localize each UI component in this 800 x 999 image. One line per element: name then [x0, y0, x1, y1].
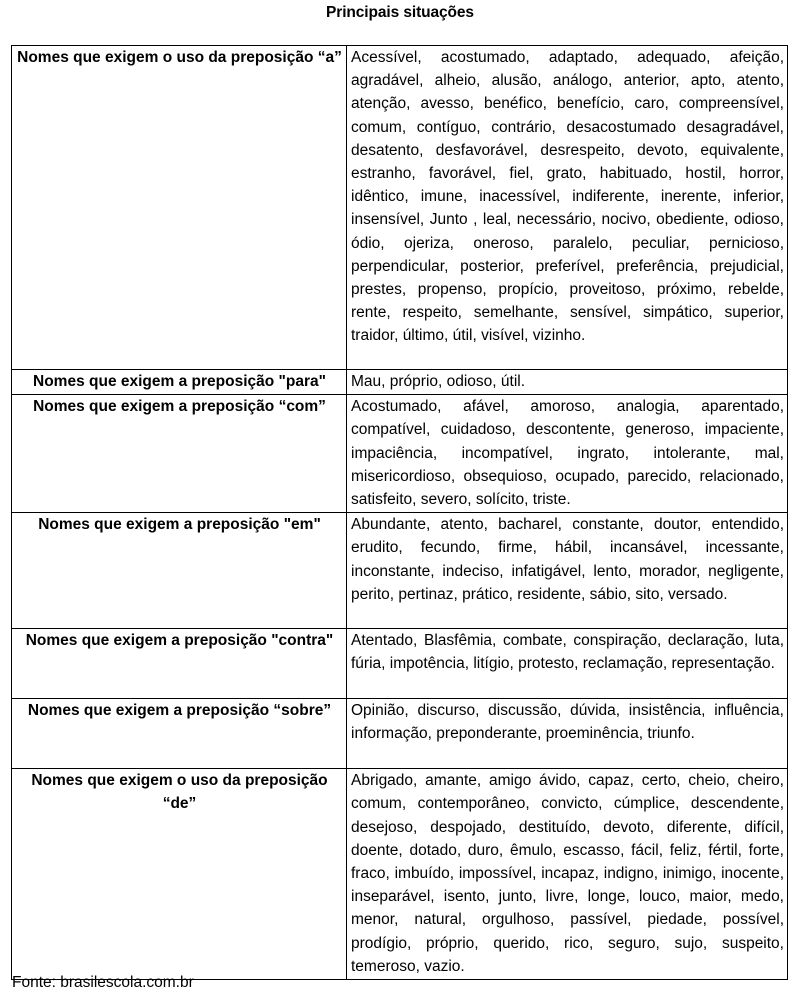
- row-words-para: Mau, próprio, odioso, útil.: [347, 370, 788, 395]
- row-name-contra: Nomes que exigem a preposição "contra": [12, 629, 347, 699]
- table-row: [12, 699, 788, 769]
- table-row: [12, 395, 788, 513]
- row-name-sobre: Nomes que exigem a preposição “sobre”: [12, 699, 347, 769]
- row-words-a: Acessível, acostumado, adaptado, adequado, afeição, agradável, alheio, alusão, análogo, anterior, apto, atento, atenção, avesso, benéfico, benefício, caro, compreensível, comum, contíguo, contrário, desacostumado desagradável, desatento, desfavorável, desrespeito, devoto, equivalente, estranho, favorável, fiel, grato, habituado, hostil, horror, idêntico, imune, inacessível, indiferente, inerente, inferior, insensível, Junto , leal, necessário, nocivo, obediente, odioso, ódio, ojeriza, oneroso, paralelo, peculiar, pernicioso, perpendicular, posterior, preferível, preferência, prejudicial, prestes, propenso, propício, proveitoso, próximo, rebelde, rente, respeito, semelhante, sensível, simpático, superior, traidor, último, útil, visível, vizinho.: [347, 46, 788, 370]
- table-row: [12, 629, 788, 699]
- row-words-de: Abrigado, amante, amigo ávido, capaz, certo, cheio, cheiro, comum, contemporâneo, convicto, cúmplice, descendente, desejoso, despojado, destituído, devoto, diferente, difícil, doente, dotado, duro, êmulo, escasso, fácil, feliz, fértil, forte, fraco, imbuído, impossível, incapaz, indigno, inimigo, inocente, inseparável, isento, junto, livre, longe, louco, maior, medo, menor, natural, orgulhoso, passível, piedade, possível, prodígio, próprio, querido, rico, seguro, sujo, suspeito, temeroso, vazio.: [347, 769, 788, 980]
- row-name-em: Nomes que exigem a preposição "em": [12, 513, 347, 629]
- row-words-sobre: Opinião, discurso, discussão, dúvida, insistência, influência, informação, preponderante, proeminência, triunfo.: [347, 699, 788, 769]
- table-row: [12, 769, 788, 980]
- page-title: Principais situações: [326, 4, 474, 21]
- row-words-contra: Atentado, Blasfêmia, combate, conspiração, declaração, luta, fúria, impotência, litígio, protesto, reclamação, representação.: [347, 629, 788, 699]
- source-note: Fonte: brasilescola.com.br: [12, 974, 194, 991]
- prepositions-table: [11, 45, 788, 980]
- table-row: [12, 513, 788, 629]
- row-words-em: Abundante, atento, bacharel, constante, doutor, entendido, erudito, fecundo, firme, hábil, incansável, incessante, inconstante, indeciso, infatigável, lento, morador, negligente, perito, pertinaz, prático, residente, sábio, sito, versado.: [347, 513, 788, 629]
- row-name-a: Nomes que exigem o uso da preposição “a”: [12, 46, 347, 370]
- row-name-para: Nomes que exigem a preposição "para": [12, 370, 347, 395]
- row-words-com: Acostumado, afável, amoroso, analogia, aparentado, compatível, cuidadoso, descontente, generoso, impaciente, impaciência, incompatível, ingrato, intolerante, mal, misericordioso, obsequioso, ocupado, parecido, relacionado, satisfeito, severo, solícito, triste.: [347, 395, 788, 513]
- row-name-de: Nomes que exigem o uso da preposição “de”: [12, 769, 347, 980]
- row-name-com: Nomes que exigem a preposição “com”: [12, 395, 347, 513]
- table-row: [12, 370, 788, 395]
- table-row: [12, 46, 788, 370]
